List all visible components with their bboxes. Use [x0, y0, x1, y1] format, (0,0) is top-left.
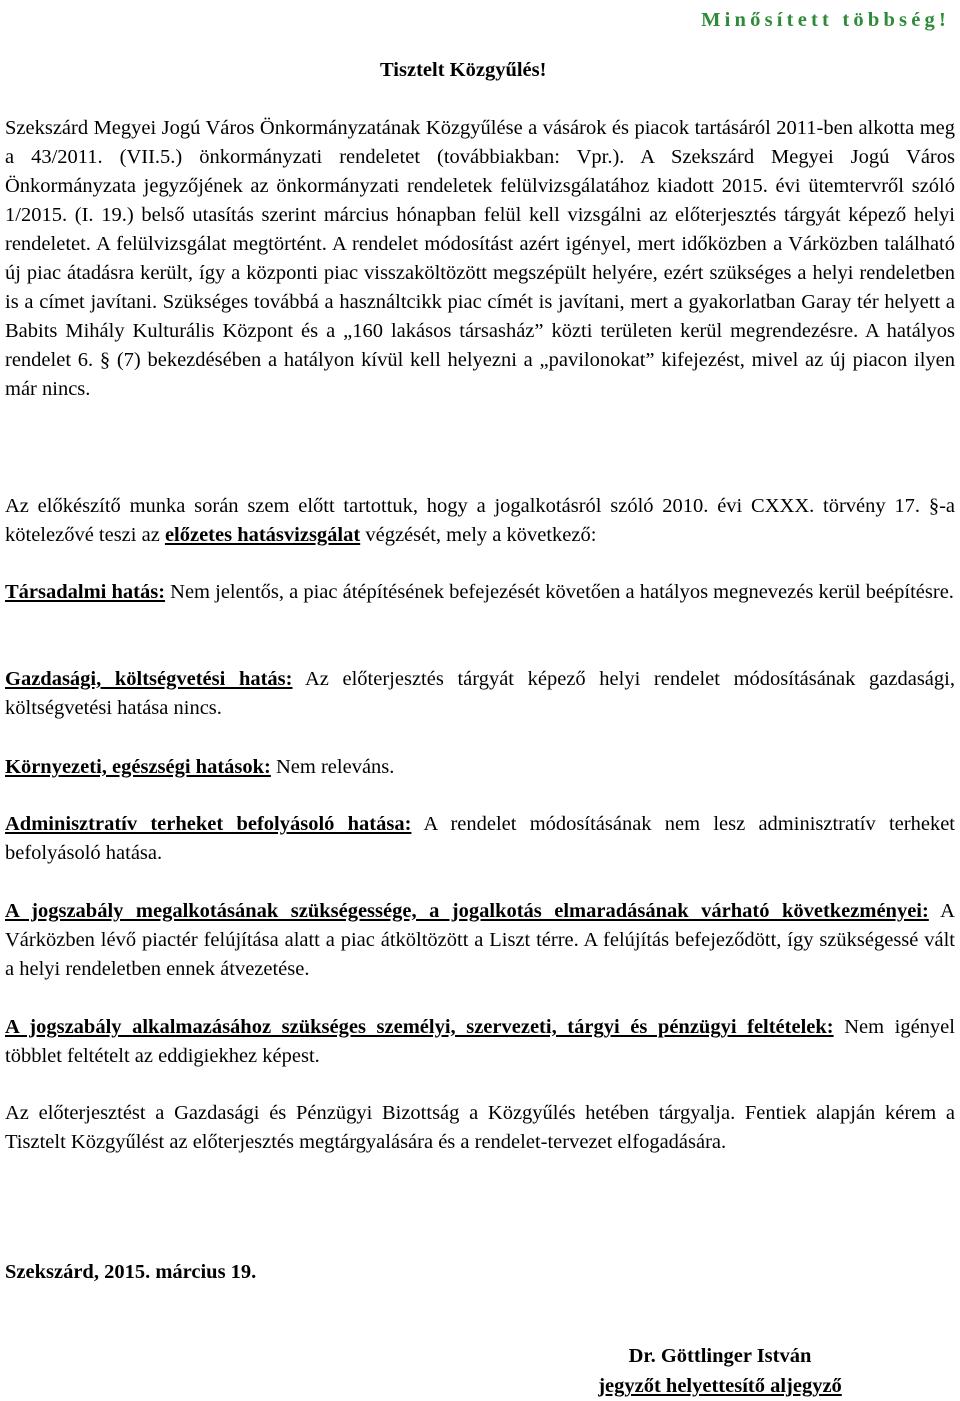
document-date: Szekszárd, 2015. március 19. [5, 1261, 257, 1283]
administrative-impact [5, 810, 955, 868]
environmental-impact-label: Környezeti, egészségi hatások: [5, 756, 271, 778]
legislation-necessity [5, 897, 955, 984]
social-impact [5, 578, 955, 607]
conditions-text: Nem igényel többlet feltételt az eddigiekhez képest. [5, 1016, 955, 1067]
intro-text: Szekszárd Megyei Jogú Város Önkormányzatának Közgyűlése a vásárok és piacok tartásáról 2011-ben alkotta meg a 43/2011. (VII.5.) önkormányzati rendeletet (továbbiakban: Vpr.). A Szekszárd Megyei Jogú Város Önkormányzata jegyzőjének az önkormányzati rendeletek felülvizsgálatához kiadott 2015. évi ütemtervről szóló 1/2015. (I. 19.) belső utasítás szerint március hónapban felül kell vizsgálni az előterjesztés tárgyát képező helyi rendeletet. A felülvizsgálat megtörtént. A rendelet módosítást azért igényel, mert időközben a Várközben található új piac átadásra került, így a központi piac visszaköltözött megszépült helyére, ezért szükséges a helyi rendeletben is a címet javítani. Szükséges továbbá a használtcikk piac címét is javítani, mert a gyakorlatban Garay tér helyett a Babits Mihály Kulturális Központ és a „160 lakásos társasház” közti területen kerül megrendezésre. A hatályos rendelet 6. § (7) bekezdésében a hatályon kívül kell helyezni a „pavilonokat” kifejezést, mivel az új piacon ilyen már nincs. [5, 117, 955, 400]
signature-block [565, 1341, 875, 1401]
administrative-impact-label: Adminisztratív terheket befolyásoló hatása: [5, 813, 412, 835]
salutation: Tisztelt Közgyűlés! [380, 59, 547, 81]
social-impact-label: Társadalmi hatás: [5, 581, 166, 603]
environmental-impact-text: Nem releváns. [270, 756, 395, 778]
signatory-title: jegyzőt helyettesítő aljegyző [598, 1375, 842, 1397]
administrative-impact-text: A rendelet módosításának nem lesz adminisztratív terheket befolyásoló hatása. [5, 813, 955, 864]
environmental-impact [5, 753, 955, 782]
impact-intro-end: végzését, mely a következő: [360, 524, 597, 546]
qualified-majority-note: Minősített többség! [701, 9, 950, 31]
economic-impact-text: Az előterjesztés tárgyát képező helyi rendelet módosításának gazdasági, költségvetési hatása nincs. [5, 668, 955, 719]
economic-impact-label: Gazdasági, költségvetési hatás: [5, 668, 293, 690]
social-impact-text: Nem jelentős, a piac átépítésének befejezését követően a hatályos megnevezés kerül beépítésre. [165, 581, 954, 603]
intro-paragraph [5, 114, 955, 404]
necessity-text: A Várközben lévő piactér felújítása alatt a piac átköltözött a Liszt térre. A felújítás befejeződött, így szükségessé vált a helyi rendeletben ennek átvezetése. [5, 900, 955, 980]
conditions-label: A jogszabály alkalmazásához szükséges személyi, szervezeti, tárgyi és pénzügyi feltételek: [5, 1016, 834, 1038]
signatory-name: Dr. Göttlinger István [628, 1345, 812, 1367]
impact-assessment-term: előzetes hatásvizsgálat [164, 524, 361, 546]
impact-intro-text: Az előkészítő munka során szem előtt tartottuk, hogy a jogalkotásról szóló 2010. évi CXXX. törvény 17. §-a kötelezővé teszi az [5, 495, 955, 546]
closing-text: Az előterjesztést a Gazdasági és Pénzügyi Bizottság a Közgyűlés hetében tárgyalja. Fentiek alapján kérem a Tisztelt Közgyűlést az előterjesztés megtárgyalására és a rendelet-tervezet elfogadására. [5, 1102, 955, 1153]
impact-assessment-paragraph [5, 492, 955, 550]
necessity-label: A jogszabály megalkotásának szükségessége, a jogalkotás elmaradásának várható következményei: [5, 900, 929, 922]
application-conditions [5, 1013, 955, 1071]
closing-paragraph [5, 1099, 955, 1157]
economic-impact [5, 665, 955, 723]
